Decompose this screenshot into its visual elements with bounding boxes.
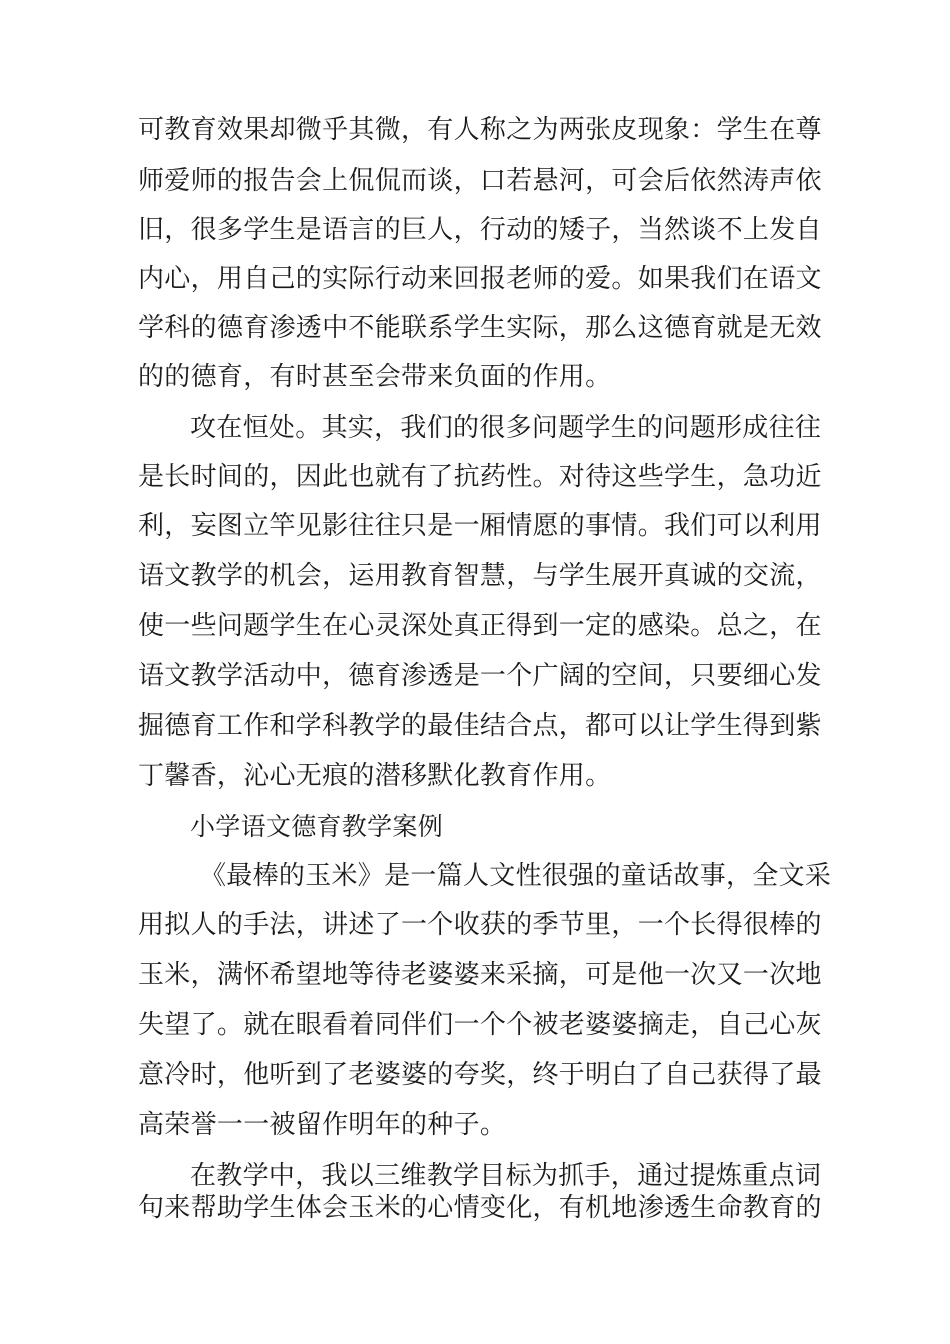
text-line: 意冷时，他听到了老婆婆的夸奖，终于明白了自己获得了最 [138,1060,822,1090]
text-line: 利，妄图立竿见影往往只是一厢情愿的事情。我们可以利用 [138,511,822,541]
text-line: 玉米，满怀希望地等待老婆婆来采摘，可是他一次又一次地 [138,960,822,990]
text-line: 师爱师的报告会上侃侃而谈，口若悬河，可会后依然涛声依 [138,166,822,196]
text-line: 掘德育工作和学科教学的最佳结合点，都可以让学生得到紫 [138,711,822,741]
text-line: 在教学中，我以三维教学目标为抓手，通过提炼重点词 [190,1161,822,1191]
text-line: 语文教学活动中，德育渗透是一个广阔的空间，只要细心发 [138,661,822,691]
text-line: 语文教学的机会，运用教育智慧，与学生展开真诚的交流， [138,561,822,591]
text-line: 的的德育，有时甚至会带来负面的作用。 [138,362,612,392]
text-line: 句来帮助学生体会玉米的心情变化，有机地渗透生命教育的 [138,1193,822,1223]
text-line: 可教育效果却微乎其微，有人称之为两张皮现象：学生在尊 [138,115,822,145]
text-line: 失望了。就在眼看着同伴们一个个被老婆婆摘走，自己心灰 [138,1010,822,1040]
text-line: 是长时间的，因此也就有了抗药性。对待这些学生，急功近 [138,462,822,492]
text-line: 学科的德育渗透中不能联系学生实际，那么这德育就是无效 [138,313,822,343]
text-line: 内心，用自己的实际行动来回报老师的爱。如果我们在语文 [138,264,822,294]
text-line: 丁馨香，沁心无痕的潜移默化教育作用。 [138,761,612,791]
text-line: 攻在恒处。其实，我们的很多问题学生的问题形成往往 [190,413,822,443]
text-line: 使一些问题学生在心灵深处真正得到一定的感染。总之，在 [138,611,822,641]
text-line: 《最棒的玉米》是一篇人文性很强的童话故事，全文采 [200,861,832,891]
text-line: 用拟人的手法，讲述了一个收获的季节里，一个长得很棒的 [138,910,822,940]
section-title: 小学语文德育教学案例 [190,812,444,841]
text-line: 高荣誉一一被留作明年的种子。 [138,1110,507,1140]
text-line: 旧，很多学生是语言的巨人，行动的矮子，当然谈不上发自 [138,215,822,245]
